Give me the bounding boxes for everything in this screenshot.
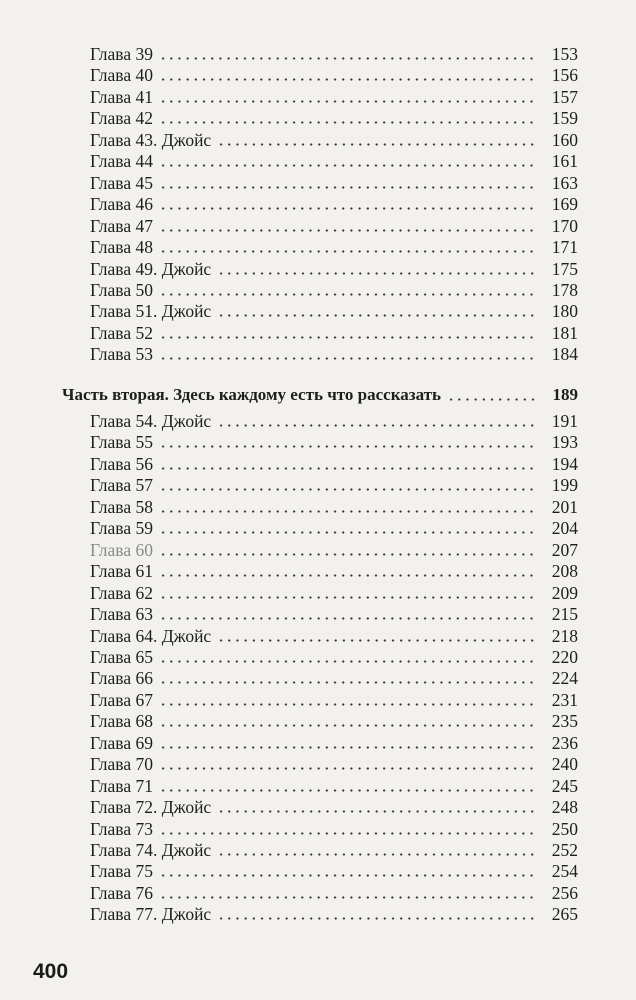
dot-leader <box>217 272 536 275</box>
toc-entry <box>90 625 578 647</box>
dot-leader <box>159 293 536 296</box>
toc-entry-page: 180 <box>551 301 578 321</box>
dot-leader <box>159 896 536 899</box>
dot-leader <box>159 789 536 792</box>
dot-leader <box>159 767 536 770</box>
dot-leader <box>159 357 536 360</box>
toc-entry-page: 224 <box>551 668 578 688</box>
toc-entry <box>90 431 578 453</box>
toc-entry-title: Глава 74. Джойс <box>90 840 212 860</box>
toc-entry-page: 156 <box>551 65 578 85</box>
toc-entry-page: 254 <box>551 861 578 881</box>
toc-entry <box>90 582 578 604</box>
toc-entry-page: 209 <box>551 583 578 603</box>
toc-entry-page: 191 <box>551 411 578 431</box>
dot-leader <box>159 78 536 81</box>
dot-leader <box>159 164 536 167</box>
toc-entry-title: Глава 63 <box>90 604 153 624</box>
dot-leader <box>217 424 536 427</box>
toc-entry-title: Глава 56 <box>90 454 153 474</box>
toc-entry <box>90 860 578 882</box>
toc-entry-title: Глава 51. Джойс <box>90 301 212 321</box>
dot-leader <box>159 832 536 835</box>
toc-entry-title: Глава 43. Джойс <box>90 130 212 150</box>
dot-leader <box>217 917 536 920</box>
toc-entry-page: 256 <box>551 883 578 903</box>
dot-leader <box>159 445 536 448</box>
toc-entry-page: 189 <box>552 385 578 404</box>
toc-entry-page: 163 <box>551 173 578 193</box>
toc-entry <box>90 839 578 861</box>
dot-leader <box>217 143 536 146</box>
toc-entry-title: Глава 62 <box>90 583 153 603</box>
toc-entry-title: Глава 59 <box>90 518 153 538</box>
toc-entry-title: Глава 69 <box>90 733 153 753</box>
dot-leader <box>217 639 536 642</box>
toc-entry-title: Глава 41 <box>90 87 153 107</box>
toc-entry-page: 201 <box>551 497 578 517</box>
dot-leader <box>159 57 536 60</box>
toc-entry <box>90 107 578 129</box>
toc-entry-page: 170 <box>551 216 578 236</box>
dot-leader <box>159 874 536 877</box>
toc-entry-title: Глава 49. Джойс <box>90 259 212 279</box>
toc-entry-page: 161 <box>551 151 578 171</box>
toc-entry <box>90 560 578 582</box>
toc-entry <box>90 474 578 496</box>
toc-entry-title: Глава 53 <box>90 344 153 364</box>
toc-entry <box>90 86 578 108</box>
toc-entry <box>90 410 578 432</box>
toc-entry-title: Глава 70 <box>90 754 153 774</box>
toc-entry-title: Глава 67 <box>90 690 153 710</box>
toc-entry-page: 250 <box>551 819 578 839</box>
toc-entry <box>90 453 578 475</box>
toc-entry-title: Глава 50 <box>90 280 153 300</box>
dot-leader <box>159 746 536 749</box>
toc-entry-page: 175 <box>551 259 578 279</box>
dot-leader <box>159 681 536 684</box>
toc-entry <box>90 129 578 151</box>
toc-entry-page: 231 <box>551 690 578 710</box>
toc-entry-title: Глава 39 <box>90 44 153 64</box>
dot-leader <box>159 660 536 663</box>
toc-entry-title: Глава 68 <box>90 711 153 731</box>
toc-entry-page: 194 <box>551 454 578 474</box>
toc-entry-page: 235 <box>551 711 578 731</box>
toc-entry <box>90 539 578 561</box>
toc-entry-page: 199 <box>551 475 578 495</box>
toc-entry-page: 169 <box>551 194 578 214</box>
toc-entry-title: Глава 66 <box>90 668 153 688</box>
toc-entry <box>90 279 578 301</box>
dot-leader <box>159 617 536 620</box>
toc-entry-title: Глава 60 <box>90 540 153 560</box>
toc-entry <box>90 646 578 668</box>
toc-entry <box>90 215 578 237</box>
toc-entry-title: Глава 71 <box>90 776 153 796</box>
toc-entry <box>90 882 578 904</box>
toc-entry-title: Глава 64. Джойс <box>90 626 212 646</box>
dot-leader <box>217 314 536 317</box>
toc-entry-page: 248 <box>551 797 578 817</box>
toc-entry-page: 236 <box>551 733 578 753</box>
toc-entry-title: Глава 77. Джойс <box>90 904 212 924</box>
toc-entry-page: 265 <box>551 904 578 924</box>
toc-entry-page: 245 <box>551 776 578 796</box>
dot-leader <box>159 336 536 339</box>
toc-entry-title: Глава 75 <box>90 861 153 881</box>
toc-entry-page: 160 <box>551 130 578 150</box>
dot-leader <box>159 553 536 556</box>
toc-entry-title: Глава 48 <box>90 237 153 257</box>
toc-entry <box>90 150 578 172</box>
toc-entry-title: Глава 40 <box>90 65 153 85</box>
page-number: 400 <box>33 960 69 983</box>
toc-entry <box>90 517 578 539</box>
toc-entry <box>90 603 578 625</box>
toc-entry-page: 171 <box>551 237 578 257</box>
toc-entry-title: Глава 42 <box>90 108 153 128</box>
toc-entry-title: Глава 76 <box>90 883 153 903</box>
toc-entry <box>90 732 578 754</box>
toc-entry-title: Глава 72. Джойс <box>90 797 212 817</box>
toc-entry <box>90 710 578 732</box>
toc-entry-page: 240 <box>551 754 578 774</box>
toc-entry-title: Глава 52 <box>90 323 153 343</box>
toc-entry <box>90 689 578 711</box>
dot-leader <box>217 853 536 856</box>
toc-entry <box>90 667 578 689</box>
dot-leader <box>159 250 536 253</box>
toc-entry-page: 220 <box>551 647 578 667</box>
toc-entry-title: Глава 46 <box>90 194 153 214</box>
toc-entry <box>90 258 578 280</box>
dot-leader <box>217 810 536 813</box>
toc-entry-title: Глава 73 <box>90 819 153 839</box>
toc-part-heading <box>62 384 578 406</box>
dot-leader <box>159 121 536 124</box>
toc-entry <box>90 496 578 518</box>
toc-entry <box>90 193 578 215</box>
dot-leader <box>159 467 536 470</box>
dot-leader <box>447 398 536 401</box>
toc-entry-page: 208 <box>551 561 578 581</box>
dot-leader <box>159 531 536 534</box>
toc-entry-title: Глава 45 <box>90 173 153 193</box>
dot-leader <box>159 488 536 491</box>
toc-entry <box>90 64 578 86</box>
toc-entry-page: 218 <box>551 626 578 646</box>
toc-entry-page: 153 <box>551 44 578 64</box>
toc-entry <box>90 343 578 365</box>
dot-leader <box>159 703 536 706</box>
toc-entry <box>90 43 578 65</box>
toc-entry <box>90 903 578 925</box>
dot-leader <box>159 574 536 577</box>
toc-entry-title: Глава 47 <box>90 216 153 236</box>
dot-leader <box>159 510 536 513</box>
toc-entry-page: 159 <box>551 108 578 128</box>
dot-leader <box>159 724 536 727</box>
toc-entry <box>90 172 578 194</box>
toc-entry-title: Глава 44 <box>90 151 153 171</box>
dot-leader <box>159 100 536 103</box>
toc-entry <box>90 775 578 797</box>
toc-entry-page: 215 <box>551 604 578 624</box>
toc-entry <box>90 796 578 818</box>
dot-leader <box>159 186 536 189</box>
toc-entry <box>90 322 578 344</box>
toc-entry-page: 178 <box>551 280 578 300</box>
toc-entry-page: 204 <box>551 518 578 538</box>
toc-entry-page: 193 <box>551 432 578 452</box>
toc-entry-page: 207 <box>551 540 578 560</box>
toc-entry <box>90 818 578 840</box>
dot-leader <box>159 207 536 210</box>
toc-entry-page: 184 <box>551 344 578 364</box>
toc-entry-title: Глава 61 <box>90 561 153 581</box>
toc-entry-page: 157 <box>551 87 578 107</box>
toc-entry-title: Глава 57 <box>90 475 153 495</box>
dot-leader <box>159 596 536 599</box>
toc-entry-title: Глава 65 <box>90 647 153 667</box>
toc-entry <box>90 753 578 775</box>
toc-entry-title: Глава 55 <box>90 432 153 452</box>
toc-entry <box>90 236 578 258</box>
toc-entry-title: Глава 54. Джойс <box>90 411 212 431</box>
toc-entry-page: 181 <box>551 323 578 343</box>
dot-leader <box>159 229 536 232</box>
toc-entry-title: Глава 58 <box>90 497 153 517</box>
toc-entry <box>90 300 578 322</box>
toc-entry-title: Часть вторая. Здесь каждому есть что рассказать <box>62 385 441 404</box>
toc-entry-page: 252 <box>551 840 578 860</box>
